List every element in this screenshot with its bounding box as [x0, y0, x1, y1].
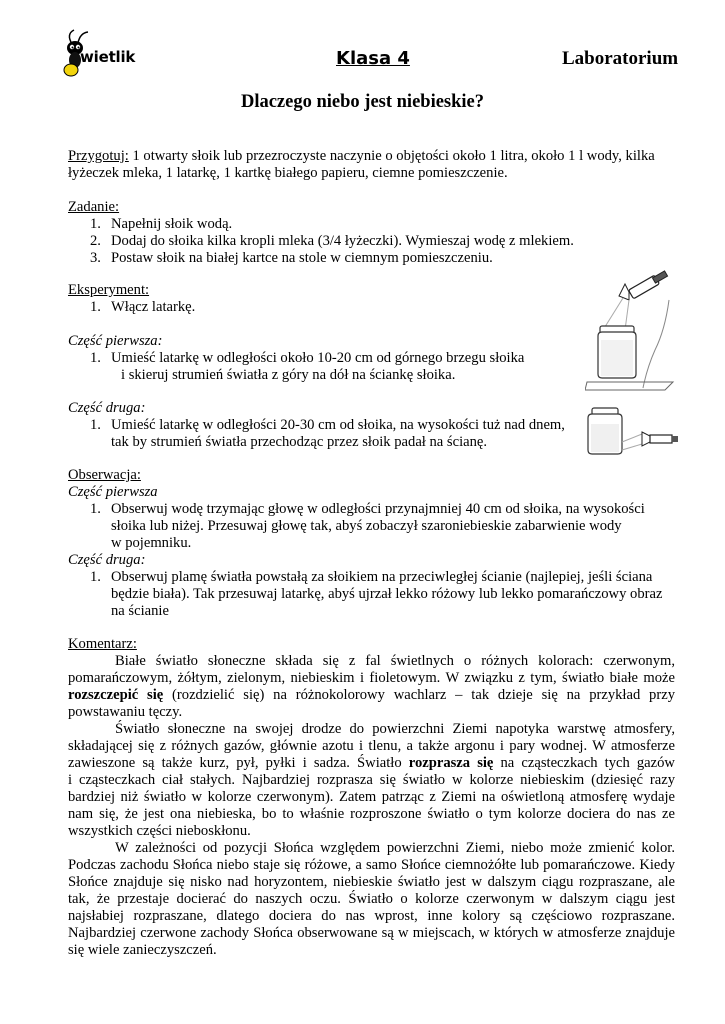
experiment-part-1-label: Część pierwsza:	[68, 333, 163, 349]
jar-icon	[598, 326, 636, 378]
page-title: Dlaczego niebo jest niebieskie?	[240, 92, 485, 112]
experiment-label: Eksperyment:	[68, 282, 150, 298]
comment-p1-line-1: Białe światło słoneczne składa się z fal świetlnych o różnych kolorach: czerwonym,	[115, 653, 675, 669]
flashlight-above-jar-illustration	[585, 270, 675, 395]
observation-part-2-item	[68, 569, 675, 586]
observation-part-2-label: Część druga:	[68, 552, 146, 568]
experiment-item-text: Włącz latarkę.	[111, 299, 196, 315]
observation-part-1-label: Część pierwsza	[68, 484, 158, 500]
class-label: Klasa 4	[336, 48, 410, 69]
category-label: Laboratorium	[562, 48, 679, 69]
task-label: Zadanie:	[68, 199, 120, 215]
experiment-part-2-label: Część druga:	[68, 400, 146, 416]
comment-p2-line-3	[68, 755, 675, 772]
task-item	[68, 216, 675, 233]
comment-label: Komentarz:	[68, 636, 137, 652]
observation-part-2-line-1: Obserwuj plamę światła powstałą za słoikiem na przeciwległej ścianie (najlepiej, jeśli ściana	[111, 569, 653, 585]
comment-p2-bold: rozprasza się	[408, 755, 494, 771]
comment-p1-line-3	[68, 687, 675, 704]
comment-p2-line-1: Światło słoneczne na swojej drodze do powierzchni Ziemi napotyka warstwę atmosfery,	[115, 721, 675, 737]
comment-p3-line-1: W zależności od pozycji Słońca względem powierzchni Ziemi, niebo może zmienić kolor.	[115, 840, 675, 856]
preparation-label: Przygotuj:	[68, 148, 129, 164]
experiment-part-1-line-1: Umieść latarkę w odległości około 10-20 cm od górnego brzegu słoika	[111, 350, 525, 366]
experiment-part-2-line-1: Umieść latarkę w odległości 20-30 cm od słoika, na wysokości tuż nad dnem,	[111, 417, 565, 433]
observation-part-2-line-2: będzie biała). Tak przesuwaj latarkę, abyś ujrzał lekko różowy lub lekko pomarańczowy obraz	[111, 586, 663, 602]
observation-part-1-line-1: Obserwuj wodę trzymając głowę w odległości przynajmniej 40 cm od słoika, na wysokości	[111, 501, 645, 517]
observation-part-1-line-3: w pojemniku.	[111, 535, 192, 551]
jar-icon	[588, 408, 622, 454]
comment-p1-line-3-rest: (rozdzielić się) na różnokolorowy wachlarz – tak dzieje się na przykład przy	[163, 687, 675, 703]
comment-p2-line-4: i cząsteczkach ciał stałych. Najbardziej rozprasza się światło w kolorze niebieskim (dziesięć razy	[68, 772, 675, 788]
flashlight-icon	[642, 432, 678, 446]
task-item-text: Napełnij słoik wodą.	[111, 216, 233, 232]
experiment-part-2-number: 1.	[90, 417, 101, 433]
preparation-text-1: 1 otwarty słoik lub przezroczyste naczynie o objętości około 1 litra, około 1 l wody, kilka	[128, 148, 655, 164]
experiment-section	[68, 282, 675, 316]
comment-p1-line-2: pomarańczowym, żółtym, zielonym, niebieskim i fioletowym. W związku z tym, światło białe może	[68, 670, 675, 686]
experiment-item	[68, 299, 675, 316]
task-item-number: 3.	[90, 250, 101, 266]
task-item-number: 2.	[90, 233, 101, 249]
task-item-text: Dodaj do słoika kilka kropli mleka (3/4 łyżeczki). Wymieszaj wodę z mlekiem.	[111, 233, 574, 249]
observation-label: Obserwacja:	[68, 467, 141, 483]
comment-p3-line-7: się wiele zanieczyszczeń.	[68, 942, 217, 958]
comment-p3-line-4: tak, że przestaje docierać do naszych oczu. Światło o kolorze czerwonym w dalszym ciągu jest	[68, 891, 675, 907]
observation-section	[68, 467, 675, 620]
observation-part-1-item	[68, 501, 675, 518]
experiment-part-1-number: 1.	[90, 350, 101, 366]
task-item	[68, 233, 675, 250]
preparation-line-2: łyżeczek mleka, 1 latarkę, 1 kartkę białego papieru, ciemne pomieszczenie.	[68, 165, 508, 181]
comment-p3-line-3: Słońce znajduje się nisko nad horyzontem, niebieskie światło jest w dalszym ciągu rozpraszane, ale	[68, 874, 675, 890]
comment-section	[68, 636, 675, 959]
comment-p2-line-3-post: na cząsteczkach tych gazów	[493, 755, 675, 771]
task-section	[68, 199, 675, 267]
comment-p1-line-4: powstawaniu tęczy.	[68, 704, 183, 720]
comment-p3-line-2: Podczas zachodu Słońca niebo staje się różowe, a samo Słońce ciemnożółte lub pomarańczowe. Kiedy	[68, 857, 675, 873]
comment-p2-line-5: bardziej niż światło w kolorze czerwonym). Zatem patrząc z Ziemi na oświetloną atmosferę wydaje	[68, 789, 675, 805]
experiment-part-1-item	[68, 350, 675, 367]
task-item-number: 1.	[90, 216, 101, 232]
experiment-part-1	[68, 333, 675, 384]
observation-part-1-number: 1.	[90, 501, 101, 517]
observation-part-1-line-2: słoika lub niżej. Przesuwaj głowę tak, abyś zobaczył szaroniebieskie zabarwienie wody	[111, 518, 622, 534]
logo-text: wietlik	[80, 48, 136, 66]
observation-part-2-number: 1.	[90, 569, 101, 585]
preparation-line-1	[68, 148, 675, 165]
comment-p3-line-6: Najbardziej czerwone zachody Słońca obserwowane są w miejscach, w których w atmosferze znajduje	[68, 925, 675, 941]
comment-p2-line-2: składającej się z różnych gazów, głównie azotu i tlenu, a także argonu i pary wodnej. W atmosferze	[68, 738, 675, 754]
comment-p2-line-6: nam się, że jest ona niebieska, bo to właśnie rozproszone światło o tym kolorze dociera do nas ze	[68, 806, 675, 822]
experiment-part-1-line-2: i skieruj strumień światła z góry na dół na ściankę słoika.	[121, 367, 456, 383]
comment-p2-line-7: wszystkich części nieboskłonu.	[68, 823, 251, 839]
flashlight-beside-jar-illustration	[580, 404, 680, 464]
comment-p2-line-3-pre: zawieszone są także kurz, pył, pyłki i sadza. Światło	[68, 755, 409, 771]
comment-p1-bold: rozszczepić się	[68, 687, 164, 703]
experiment-part-2-line-2: tak by strumień światła przechodząc przez słoik padał na ścianę.	[111, 434, 488, 450]
task-item-text: Postaw słoik na białej kartce na stole w ciemnym pomieszczeniu.	[111, 250, 493, 266]
flashlight-icon	[619, 271, 668, 300]
task-item	[68, 250, 675, 267]
preparation-section	[68, 148, 675, 182]
comment-p3-line-5: najsłabiej rozpraszane, dlatego dociera do nas wprost, inne kolory są częściowo rozpraszane.	[68, 908, 675, 924]
experiment-item-number: 1.	[90, 299, 101, 315]
observation-part-2-line-3: na ścianie	[111, 603, 169, 619]
